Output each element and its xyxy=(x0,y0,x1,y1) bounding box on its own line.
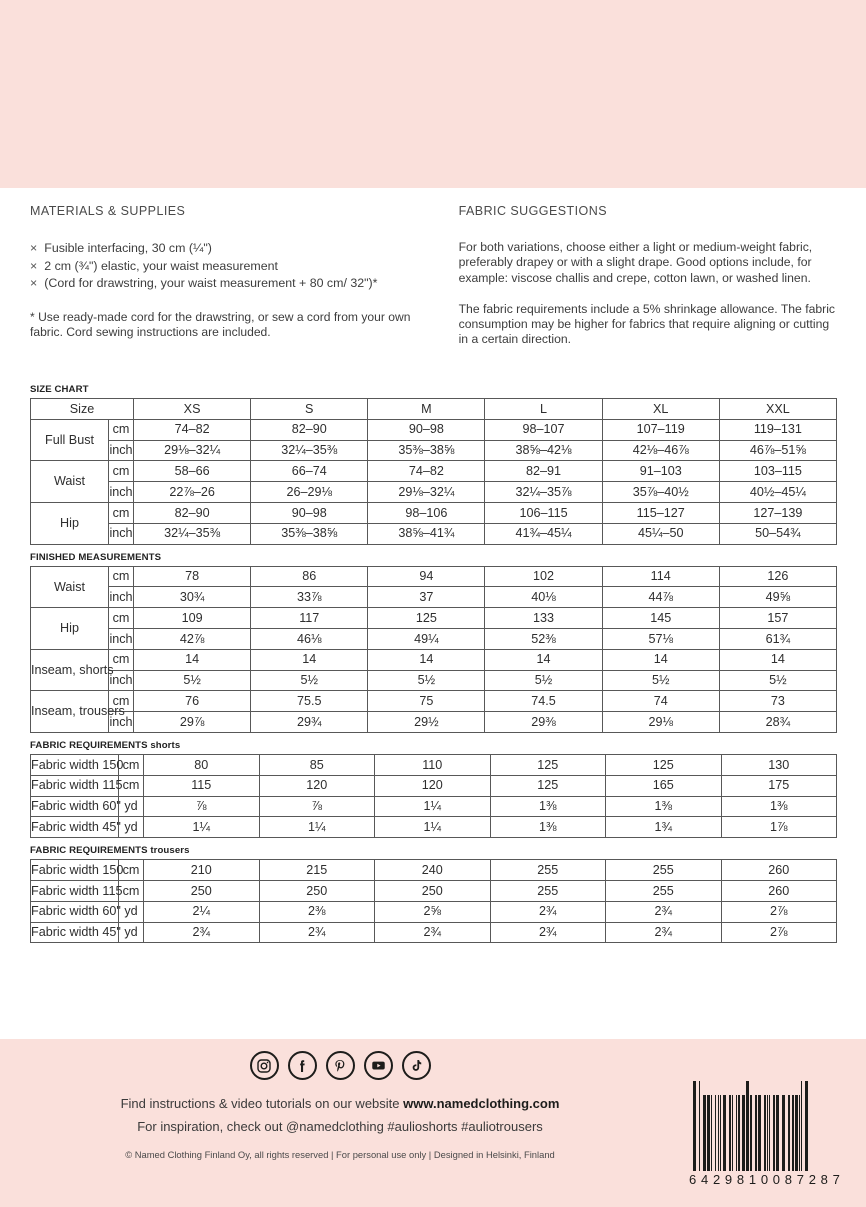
measurement-value: 35⅜–38⅝ xyxy=(368,440,485,461)
measurement-value: 29⅜ xyxy=(485,712,602,733)
barcode-digit: 0 xyxy=(772,1172,781,1187)
fabric-amount-value: 210 xyxy=(144,860,260,881)
table-row xyxy=(31,817,837,838)
barcode-digit: 8 xyxy=(784,1172,792,1187)
materials-column xyxy=(30,204,459,348)
materials-heading: MATERIALS & SUPPLIES xyxy=(30,204,186,218)
info-columns xyxy=(0,204,866,348)
table-row xyxy=(31,587,837,608)
table-row xyxy=(31,566,837,587)
fabric-amount-value: 255 xyxy=(490,860,606,881)
fabric-width-label: Fabric width 45" xyxy=(31,817,119,838)
measurement-value: 5½ xyxy=(368,670,485,691)
measurement-value: 145 xyxy=(602,608,719,629)
measurement-value: 38⅝–42⅛ xyxy=(485,440,602,461)
fabric-suggestions-column xyxy=(459,204,836,348)
unit-label: cm xyxy=(109,566,134,587)
measurement-value: 109 xyxy=(134,608,251,629)
unit-label: yd xyxy=(119,922,144,943)
barcode-digit: 0 xyxy=(760,1172,769,1187)
fabric-amount-value: ⅞ xyxy=(144,796,260,817)
measurement-value: 14 xyxy=(368,649,485,670)
unit-label: inch xyxy=(109,440,134,461)
measurement-value: 35⅜–38⅝ xyxy=(251,523,368,544)
measurement-value: 29⅛ xyxy=(602,712,719,733)
fabric-requirements-shorts-table xyxy=(30,754,837,838)
fabric-amount-value: 1¼ xyxy=(144,817,260,838)
bullet-x-icon: × xyxy=(30,276,38,290)
fabric-amount-value: 2¾ xyxy=(606,901,722,922)
instagram-icon[interactable] xyxy=(250,1051,279,1080)
measurement-value: 73 xyxy=(719,691,836,712)
measurement-value: 76 xyxy=(134,691,251,712)
barcode-bar xyxy=(805,1081,808,1171)
fabric-amount-value: 260 xyxy=(721,880,837,901)
table-row xyxy=(31,649,837,670)
measurement-value: 86 xyxy=(251,566,368,587)
fabric-amount-value: 2¾ xyxy=(144,922,260,943)
measurement-value: 114 xyxy=(602,566,719,587)
fabric-amount-value: 85 xyxy=(259,754,375,775)
pinterest-icon[interactable] xyxy=(326,1051,355,1080)
measurement-value: 74–82 xyxy=(368,461,485,482)
fabric-amount-value: 260 xyxy=(721,860,837,881)
bullet-x-icon: × xyxy=(30,258,38,273)
fabric-amount-value: 2⅝ xyxy=(375,901,491,922)
size-chart-body xyxy=(31,399,837,545)
size-column-header: L xyxy=(485,399,602,420)
measurement-value: 82–91 xyxy=(485,461,602,482)
fabric-amount-value: 240 xyxy=(375,860,491,881)
fabric-amount-value: 1¼ xyxy=(375,817,491,838)
barcode-digit: 6 xyxy=(689,1172,697,1187)
barcode-bars xyxy=(687,1081,842,1171)
unit-label: cm xyxy=(119,775,144,796)
measurement-value: 29½ xyxy=(368,712,485,733)
unit-label: inch xyxy=(109,587,134,608)
measurement-value: 26–29⅛ xyxy=(251,482,368,503)
unit-label: cm xyxy=(109,502,134,523)
fabric-amount-value: 2⅜ xyxy=(259,901,375,922)
measurement-value: 5½ xyxy=(251,670,368,691)
size-column-header: XL xyxy=(602,399,719,420)
measurement-value: 157 xyxy=(719,608,836,629)
website-line xyxy=(0,1092,680,1115)
fabric-amount-value: 2¾ xyxy=(606,922,722,943)
size-column-header: S xyxy=(251,399,368,420)
measurement-value: 75.5 xyxy=(251,691,368,712)
fabric-amount-value: 1⅜ xyxy=(721,796,837,817)
measurement-value: 90–98 xyxy=(368,419,485,440)
fabric-amount-value: 1⅞ xyxy=(721,817,837,838)
finished-measurements-body xyxy=(31,566,837,732)
fabric-suggestions-paragraph: For both variations, choose either a light or medium-weight fabric, preferably drapey or with a slight drape. Good options include, for example: viscose challis and crepe, cotton lawn, or washed linen. xyxy=(458,240,813,285)
unit-label: inch xyxy=(109,628,134,649)
list-item xyxy=(30,258,429,276)
measurement-value: 30¾ xyxy=(134,587,251,608)
measurement-value: 66–74 xyxy=(251,461,368,482)
measurement-value: 5½ xyxy=(719,670,836,691)
measurement-value: 14 xyxy=(134,649,251,670)
measurement-value: 14 xyxy=(485,649,602,670)
table-row xyxy=(31,901,837,922)
measurement-value: 29⅛–32¼ xyxy=(368,482,485,503)
measurement-value: 57⅛ xyxy=(602,628,719,649)
measurement-value: 127–139 xyxy=(719,502,836,523)
fabric-amount-value: 1¼ xyxy=(259,817,375,838)
finished-measurements-title: FINISHED MEASUREMENTS xyxy=(30,551,162,563)
list-item xyxy=(30,275,429,293)
barcode-digit: 2 xyxy=(712,1172,721,1187)
measurement-value: 33⅞ xyxy=(251,587,368,608)
unit-label: yd xyxy=(119,817,144,838)
measurement-value: 29⅞ xyxy=(134,712,251,733)
footer xyxy=(0,1039,866,1207)
measurement-value: 32¼–35⅞ xyxy=(485,482,602,503)
fabric-amount-value: 1¼ xyxy=(375,796,491,817)
measurement-value: 46⅛ xyxy=(251,628,368,649)
unit-label: cm xyxy=(109,419,134,440)
fabric-amount-value: ⅞ xyxy=(259,796,375,817)
measurement-value: 32¼–35⅜ xyxy=(134,523,251,544)
fabric-amount-value: 2¾ xyxy=(375,922,491,943)
unit-label: cm xyxy=(119,880,144,901)
measurement-value: 49⅝ xyxy=(719,587,836,608)
fabric-trousers-body xyxy=(31,860,837,943)
measurement-value: 102 xyxy=(485,566,602,587)
fabric-shorts-body xyxy=(31,754,837,837)
measurement-value: 40⅛ xyxy=(485,587,602,608)
website-url[interactable]: www.namedclothing.com xyxy=(403,1096,560,1111)
measurement-value: 5½ xyxy=(485,670,602,691)
fabric-amount-value: 1⅜ xyxy=(606,796,722,817)
size-column-header: XXL xyxy=(719,399,836,420)
table-row xyxy=(31,419,837,440)
measurement-value: 22⅞–26 xyxy=(134,482,251,503)
fabric-suggestions-heading: FABRIC SUGGESTIONS xyxy=(458,204,607,218)
barcode-digit: 8 xyxy=(820,1172,828,1187)
table-row xyxy=(31,670,837,691)
fabric-width-label: Fabric width 60" xyxy=(31,796,119,817)
fabric-amount-value: 1¾ xyxy=(606,817,722,838)
measurement-value: 14 xyxy=(602,649,719,670)
table-row xyxy=(31,775,837,796)
fabric-amount-value: 2⅞ xyxy=(721,922,837,943)
measurement-value: 94 xyxy=(368,566,485,587)
fabric-requirements-trousers-title: FABRIC REQUIREMENTS trousers xyxy=(30,845,190,857)
table-row xyxy=(31,502,837,523)
fabric-amount-value: 80 xyxy=(144,754,260,775)
unit-label: inch xyxy=(109,712,134,733)
unit-label: inch xyxy=(109,523,134,544)
finished-measurements-block xyxy=(30,552,836,733)
measurement-value: 42⅛–46⅞ xyxy=(602,440,719,461)
fabric-amount-value: 2¾ xyxy=(259,922,375,943)
measurement-value: 28¾ xyxy=(719,712,836,733)
fabric-width-label: Fabric width 115 xyxy=(31,880,119,901)
table-row xyxy=(31,796,837,817)
measurement-value: 50–54¾ xyxy=(719,523,836,544)
fabric-amount-value: 250 xyxy=(259,880,375,901)
measurement-value: 90–98 xyxy=(251,502,368,523)
size-corner-label: Size xyxy=(31,399,134,420)
fabric-width-label: Fabric width 60" xyxy=(31,901,119,922)
measurement-value: 126 xyxy=(719,566,836,587)
list-item xyxy=(30,240,429,258)
fabric-amount-value: 130 xyxy=(721,754,837,775)
fabric-requirements-shorts-block xyxy=(30,740,836,838)
inspiration-line: For inspiration, check out @namedclothing #aulioshorts #auliotrousers xyxy=(137,1119,543,1134)
fabric-amount-value: 2¼ xyxy=(144,901,260,922)
size-column-header: M xyxy=(368,399,485,420)
fabric-amount-value: 1⅜ xyxy=(490,796,606,817)
measurement-value: 38⅝–41¾ xyxy=(368,523,485,544)
bullet-x-icon: × xyxy=(30,241,38,255)
measurement-value: 44⅞ xyxy=(602,587,719,608)
measurement-value: 29¾ xyxy=(251,712,368,733)
barcode xyxy=(687,1081,842,1187)
fabric-amount-value: 2¾ xyxy=(490,922,606,943)
measurement-value: 14 xyxy=(719,649,836,670)
barcode-digit: 2 xyxy=(808,1172,816,1187)
measurement-value: 98–107 xyxy=(485,419,602,440)
measurement-value: 5½ xyxy=(134,670,251,691)
unit-label: yd xyxy=(119,796,144,817)
fabric-amount-value: 1⅜ xyxy=(490,817,606,838)
unit-label: yd xyxy=(119,901,144,922)
measurement-value: 91–103 xyxy=(602,461,719,482)
facebook-icon[interactable] xyxy=(288,1051,317,1080)
measurement-value: 52⅜ xyxy=(485,628,602,649)
fabric-amount-value: 250 xyxy=(375,880,491,901)
barcode-digit: 7 xyxy=(832,1172,840,1187)
fabric-amount-value: 110 xyxy=(375,754,491,775)
measurement-value: 32¼–35⅜ xyxy=(251,440,368,461)
list-item-label: Fusible interfacing, 30 cm (¼") xyxy=(44,241,212,255)
unit-label: cm xyxy=(109,649,134,670)
unit-label: inch xyxy=(109,670,134,691)
unit-label: cm xyxy=(109,461,134,482)
measurement-value: 119–131 xyxy=(719,419,836,440)
list-item-label: (Cord for drawstring, your waist measurement + 80 cm/ 32")* xyxy=(44,276,378,290)
barcode-digits xyxy=(687,1172,842,1187)
measurement-value: 74.5 xyxy=(485,691,602,712)
measurement-value: 58–66 xyxy=(134,461,251,482)
table-row xyxy=(31,628,837,649)
size-chart-block xyxy=(30,384,836,545)
youtube-icon[interactable] xyxy=(364,1051,393,1080)
measurement-value: 74 xyxy=(602,691,719,712)
fabric-amount-value: 125 xyxy=(490,754,606,775)
measurement-label: Waist xyxy=(31,566,109,608)
measurement-value: 42⅞ xyxy=(134,628,251,649)
measurement-value: 41¾–45¼ xyxy=(485,523,602,544)
fabric-width-label: Fabric width 150 xyxy=(31,754,119,775)
table-row xyxy=(31,691,837,712)
tiktok-icon[interactable] xyxy=(402,1051,431,1080)
measurement-value: 117 xyxy=(251,608,368,629)
fabric-amount-value: 255 xyxy=(606,880,722,901)
size-chart-table xyxy=(30,398,837,545)
website-line-prefix: Find instructions & video tutorials on our website xyxy=(120,1096,404,1111)
fabric-amount-value: 2⅞ xyxy=(721,901,837,922)
fabric-amount-value: 250 xyxy=(144,880,260,901)
barcode-digit: 9 xyxy=(724,1172,733,1187)
measurement-value: 106–115 xyxy=(485,502,602,523)
measurement-label: Full Bust xyxy=(31,419,109,461)
fabric-width-label: Fabric width 115 xyxy=(31,775,119,796)
table-row xyxy=(31,712,837,733)
social-links xyxy=(0,1051,680,1080)
measurement-value: 103–115 xyxy=(719,461,836,482)
fabric-amount-value: 165 xyxy=(606,775,722,796)
finished-measurements-table xyxy=(30,566,837,733)
unit-label: inch xyxy=(109,482,134,503)
fabric-width-label: Fabric width 45" xyxy=(31,922,119,943)
barcode-digit: 4 xyxy=(700,1172,709,1187)
fabric-requirements-trousers-block xyxy=(30,845,836,943)
table-row xyxy=(31,440,837,461)
fabric-amount-value: 125 xyxy=(606,754,722,775)
barcode-digit: 1 xyxy=(748,1172,757,1187)
copyright-line: © Named Clothing Finland Oy, all rights reserved | For personal use only | Designed in Helsinki, Finland xyxy=(125,1149,555,1160)
table-row xyxy=(31,461,837,482)
table-row xyxy=(31,482,837,503)
measurement-value: 5½ xyxy=(602,670,719,691)
measurement-label: Inseam, shorts xyxy=(31,649,109,691)
measurement-value: 133 xyxy=(485,608,602,629)
table-row xyxy=(31,880,837,901)
table-row xyxy=(31,608,837,629)
table-header-row xyxy=(31,399,837,420)
measurement-value: 40½–45¼ xyxy=(719,482,836,503)
unit-label: cm xyxy=(109,691,134,712)
list-item-label: 2 cm (¾") elastic, your waist measurement xyxy=(44,258,278,273)
measurement-value: 82–90 xyxy=(134,502,251,523)
barcode-digit: 8 xyxy=(736,1172,745,1187)
fabric-suggestions-paragraph: The fabric requirements include a 5% shrinkage allowance. The fabric consumption may be higher for fabrics that require aligning or cutting in a certain direction. xyxy=(458,301,836,347)
measurement-value: 78 xyxy=(134,566,251,587)
fabric-amount-value: 215 xyxy=(259,860,375,881)
table-row xyxy=(31,523,837,544)
size-column-header: XS xyxy=(134,399,251,420)
fabric-amount-value: 115 xyxy=(144,775,260,796)
measurement-value: 61¾ xyxy=(719,628,836,649)
measurement-label: Waist xyxy=(31,461,109,503)
materials-footnote: * Use ready-made cord for the drawstring, or sew a cord from your own fabric. Cord sewing instructions are included. xyxy=(30,309,411,339)
size-chart-title: SIZE CHART xyxy=(30,384,89,395)
measurement-value: 115–127 xyxy=(602,502,719,523)
measurement-value: 107–119 xyxy=(602,419,719,440)
fabric-amount-value: 120 xyxy=(375,775,491,796)
unit-label: cm xyxy=(119,860,144,881)
fabric-requirements-shorts-title: FABRIC REQUIREMENTS shorts xyxy=(30,739,181,751)
measurement-value: 45¼–50 xyxy=(602,523,719,544)
table-row xyxy=(31,754,837,775)
measurement-value: 82–90 xyxy=(251,419,368,440)
measurement-value: 35⅞–40½ xyxy=(602,482,719,503)
measurement-value: 46⅞–51⅝ xyxy=(719,440,836,461)
table-row xyxy=(31,860,837,881)
measurement-value: 37 xyxy=(368,587,485,608)
materials-list xyxy=(30,240,429,293)
fabric-amount-value: 2¾ xyxy=(490,901,606,922)
measurement-value: 125 xyxy=(368,608,485,629)
fabric-amount-value: 120 xyxy=(259,775,375,796)
fabric-amount-value: 255 xyxy=(490,880,606,901)
table-row xyxy=(31,922,837,943)
measurement-label: Hip xyxy=(31,502,109,544)
measurement-tables xyxy=(30,384,836,950)
measurement-label: Inseam, trousers xyxy=(31,691,109,733)
barcode-digit: 7 xyxy=(796,1172,804,1187)
measurement-value: 49¼ xyxy=(368,628,485,649)
unit-label: cm xyxy=(109,608,134,629)
footer-text xyxy=(0,1092,680,1138)
unit-label: cm xyxy=(119,754,144,775)
fabric-amount-value: 255 xyxy=(606,860,722,881)
fabric-width-label: Fabric width 150 xyxy=(31,860,119,881)
measurement-value: 98–106 xyxy=(368,502,485,523)
fabric-amount-value: 175 xyxy=(721,775,837,796)
measurement-label: Hip xyxy=(31,608,109,650)
measurement-value: 75 xyxy=(368,691,485,712)
measurement-value: 29⅛–32¼ xyxy=(134,440,251,461)
measurement-value: 74–82 xyxy=(134,419,251,440)
fabric-requirements-trousers-table xyxy=(30,859,837,943)
top-pink-banner xyxy=(0,0,866,188)
measurement-value: 14 xyxy=(251,649,368,670)
fabric-amount-value: 125 xyxy=(490,775,606,796)
